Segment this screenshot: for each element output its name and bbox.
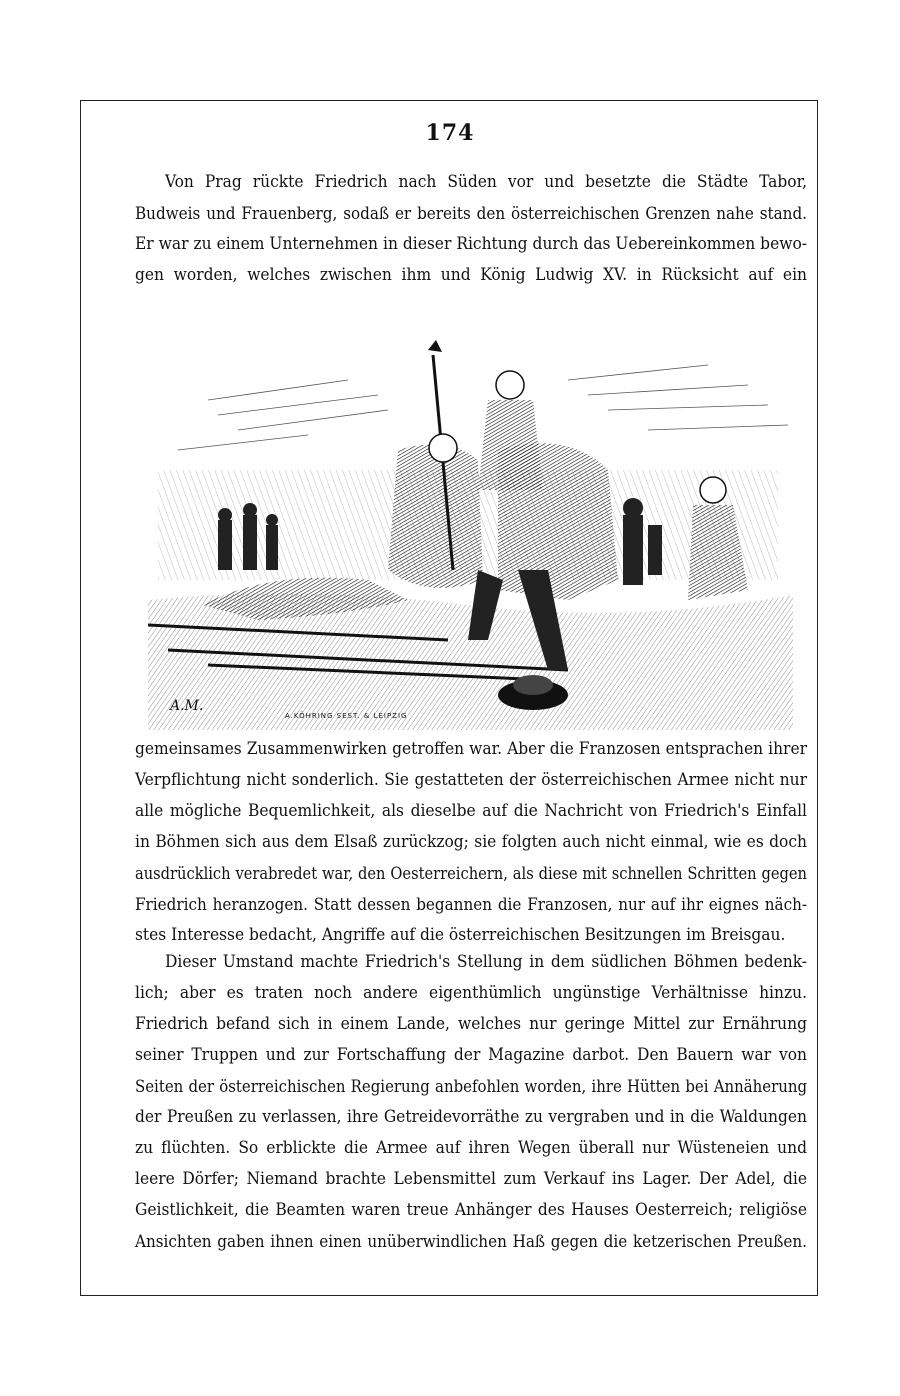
text-line: Budweis und Frauenberg, sodaß er bereits den österreichischen Grenzen nahe stand. [135,203,807,223]
text-line: Von Prag rückte Friedrich nach Süden vor und besetzte die Städte Tabor, [165,172,807,192]
text-line: lich; aber es traten noch andere eigenthümlich ungünstige Verhältnisse hinzu. [135,983,807,1003]
text-line: gen worden, welches zwischen ihm und König Ludwig XV. in Rücksicht auf ein [135,265,807,285]
text-line: Dieser Umstand machte Friedrich's Stellung in dem südlichen Böhmen bedenk- [165,952,807,972]
text-line: Seiten der österreichischen Regierung anbefohlen worden, ihre Hütten bei Annäherung [135,1077,807,1096]
text-line: Friedrich befand sich in einem Lande, welches nur geringe Mittel zur Ernährung [135,1014,807,1034]
text-line: zu flüchten. So erblickte die Armee auf ihren Wegen überall nur Wüsteneien und [135,1138,807,1158]
text-line: Friedrich heranzogen. Statt dessen begannen die Franzosen, nur auf ihr eignes näch- [135,894,807,914]
text-line: der Preußen zu verlassen, ihre Getreidevorräthe zu vergraben und in die Waldungen [135,1107,807,1127]
page-number: 174 [425,120,475,146]
text-line: in Böhmen sich aus dem Elsaß zurückzog; sie folgten auch nicht einmal, wie es doch [135,832,807,852]
paragraph-1 [135,167,807,291]
text-line: alle mögliche Bequemlichkeit, als dieselbe auf die Nachricht von Friedrich's Einfall [135,801,807,821]
text-line: gemeinsames Zusammenwirken getroffen war. Aber die Franzosen entsprachen ihrer [135,739,807,759]
paragraph-3 [135,947,807,1257]
battle-scene-illustration [148,340,793,730]
engraver-credit: A.KÖHRING SEST. & LEIPZIG [285,712,408,720]
text-line: seiner Truppen und zur Fortschaffung der Magazine darbot. Den Bauern war von [135,1045,807,1065]
paragraph-2 [135,734,807,951]
text-line: Ansichten gaben ihnen einen unüberwindlichen Haß gegen die ketzerischen Preußen. [135,1231,807,1251]
text-line: ausdrücklich verabredet war, den Oesterreichern, als diese mit schnellen Schritten gegen [135,864,807,883]
text-line: stes Interesse bedacht, Angriffe auf die österreichischen Besitzungen im Breisgau. [135,925,786,945]
text-line: Geistlichkeit, die Beamten waren treue Anhänger des Hauses Oesterreich; religiöse [135,1200,807,1220]
text-line: Er war zu einem Unternehmen in dieser Richtung durch das Uebereinkommen bewo- [135,234,807,254]
text-line: Verpflichtung nicht sonderlich. Sie gestatteten der österreichischen Armee nicht nur [135,770,807,790]
text-line: leere Dörfer; Niemand brachte Lebensmittel zum Verkauf ins Lager. Der Adel, die [135,1169,807,1189]
engraver-signature: A.M. [170,698,204,714]
